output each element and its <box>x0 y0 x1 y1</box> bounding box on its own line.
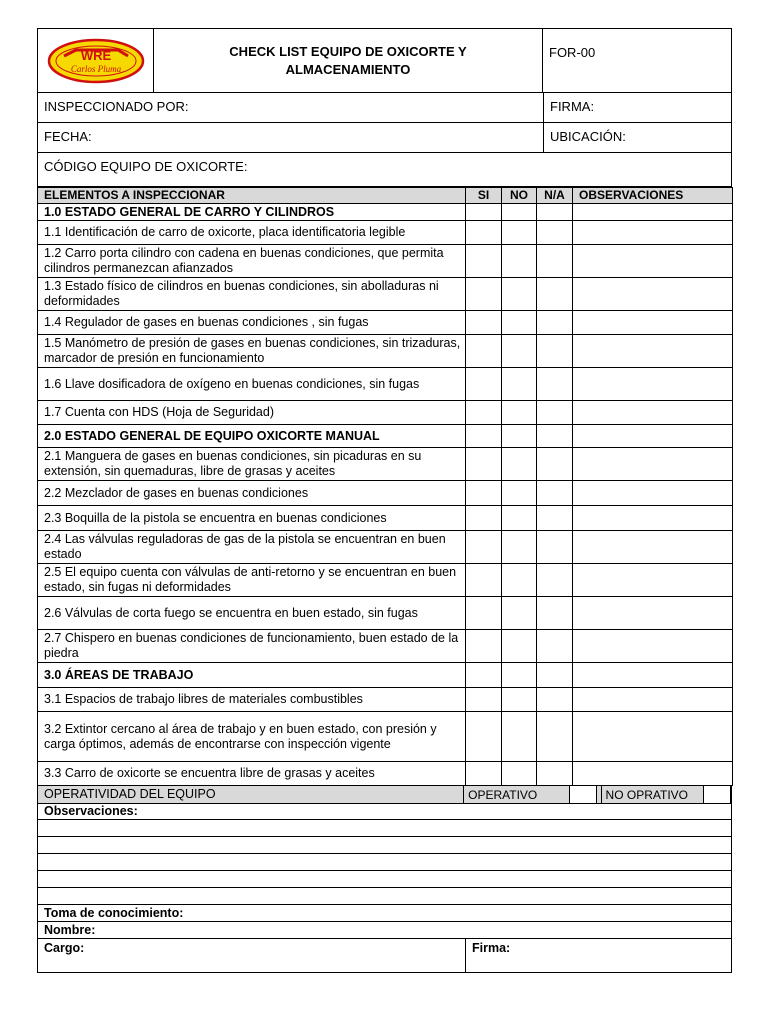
cell-si[interactable] <box>466 221 502 245</box>
svg-text:WRE: WRE <box>80 47 111 63</box>
item-text: 2.1 Manguera de gases en buenas condiciones, sin picaduras en su extensión, sin quemaduras, libre de grasas y aceites <box>38 448 466 481</box>
table-row <box>38 762 733 786</box>
operative-checkbox[interactable] <box>569 786 597 803</box>
cell-si[interactable] <box>466 688 502 712</box>
cell-na[interactable] <box>537 311 573 335</box>
section-title: 3.0 ÁREAS DE TRABAJO <box>38 663 466 688</box>
footer-signature-field[interactable]: Firma: <box>472 941 511 955</box>
cell-si[interactable] <box>466 663 502 688</box>
acknowledgement-label: Toma de conocimiento: <box>37 905 732 922</box>
cell-no[interactable] <box>502 245 537 278</box>
cell-observations[interactable] <box>573 688 733 712</box>
cell-observations[interactable] <box>573 448 733 481</box>
observation-line[interactable] <box>37 837 732 854</box>
date-field[interactable]: FECHA: <box>44 129 92 144</box>
section-row <box>38 425 733 448</box>
inspection-table <box>37 187 733 786</box>
cell-observations[interactable] <box>573 506 733 531</box>
cell-observations[interactable] <box>573 204 733 221</box>
operability-row <box>37 786 732 804</box>
cell-no[interactable] <box>502 506 537 531</box>
table-row <box>38 401 733 425</box>
cell-no[interactable] <box>502 564 537 597</box>
cell-observations[interactable] <box>573 481 733 506</box>
cell-si[interactable] <box>466 311 502 335</box>
cell-observations[interactable] <box>573 564 733 597</box>
cell-observations[interactable] <box>573 425 733 448</box>
cell-observations[interactable] <box>573 221 733 245</box>
cell-na[interactable] <box>537 506 573 531</box>
item-text: 2.4 Las válvulas reguladoras de gas de la pistola se encuentran en buen estado <box>38 531 466 564</box>
cell-si[interactable] <box>466 630 502 663</box>
observation-line[interactable] <box>37 854 732 871</box>
observation-line[interactable] <box>37 871 732 888</box>
item-text: 2.6 Válvulas de corta fuego se encuentra en buen estado, sin fugas <box>38 597 466 630</box>
cell-no[interactable] <box>502 448 537 481</box>
table-row <box>38 564 733 597</box>
name-field[interactable]: Nombre: <box>37 922 732 939</box>
not-operative-checkbox[interactable] <box>703 786 731 803</box>
table-row <box>38 712 733 762</box>
company-logo <box>46 38 146 84</box>
cell-no[interactable] <box>502 688 537 712</box>
position-field[interactable]: Cargo: <box>38 939 466 972</box>
cell-si[interactable] <box>466 368 502 401</box>
cell-na[interactable] <box>537 335 573 368</box>
checklist-form <box>37 28 732 973</box>
cell-na[interactable] <box>537 564 573 597</box>
form-header <box>37 28 732 93</box>
cell-na[interactable] <box>537 278 573 311</box>
cell-si[interactable] <box>466 481 502 506</box>
observation-line[interactable] <box>37 888 732 905</box>
equipment-code-field[interactable]: CÓDIGO EQUIPO DE OXICORTE: <box>44 159 248 174</box>
column-header-si: SI <box>466 188 502 204</box>
item-text: 3.3 Carro de oxicorte se encuentra libre de grasas y aceites <box>38 762 466 786</box>
section-row <box>38 204 733 221</box>
column-header-na: N/A <box>537 188 573 204</box>
cell-si[interactable] <box>466 278 502 311</box>
table-row <box>38 597 733 630</box>
cell-no[interactable] <box>502 204 537 221</box>
observation-line[interactable] <box>37 820 732 837</box>
cell-observations[interactable] <box>573 663 733 688</box>
info-row-inspector <box>37 93 732 123</box>
column-header-no: NO <box>502 188 537 204</box>
observations-label: Observaciones: <box>37 804 732 820</box>
cell-no[interactable] <box>502 425 537 448</box>
item-text: 1.7 Cuenta con HDS (Hoja de Seguridad) <box>38 401 466 425</box>
cell-na[interactable] <box>537 481 573 506</box>
table-row <box>38 481 733 506</box>
cell-no[interactable] <box>502 221 537 245</box>
cell-na[interactable] <box>537 597 573 630</box>
section-row <box>38 663 733 688</box>
info-row-date <box>37 123 732 153</box>
cell-observations[interactable] <box>573 368 733 401</box>
cell-no[interactable] <box>502 401 537 425</box>
location-field[interactable]: UBICACIÓN: <box>543 123 731 152</box>
table-row <box>38 506 733 531</box>
operability-label: OPERATIVIDAD DEL EQUIPO <box>38 786 464 803</box>
item-text: 2.5 El equipo cuenta con válvulas de anti-retorno y se encuentran en buen estado, sin fugas ni deformidades <box>38 564 466 597</box>
cell-observations[interactable] <box>573 335 733 368</box>
cell-observations[interactable] <box>573 630 733 663</box>
cell-no[interactable] <box>502 278 537 311</box>
column-header-elements: ELEMENTOS A INSPECCIONAR <box>38 188 466 204</box>
form-title <box>154 29 543 92</box>
signature-field[interactable]: FIRMA: <box>543 93 731 122</box>
cell-si[interactable] <box>466 597 502 630</box>
table-row <box>38 245 733 278</box>
cell-na[interactable] <box>537 221 573 245</box>
section-title: 2.0 ESTADO GENERAL DE EQUIPO OXICORTE MANUAL <box>38 425 466 448</box>
title-line-2: ALMACENAMIENTO <box>285 61 411 77</box>
item-text: 1.3 Estado físico de cilindros en buenas condiciones, sin abolladuras ni deformidades <box>38 278 466 311</box>
item-text: 3.2 Extintor cercano al área de trabajo y en buen estado, con presión y carga óptimos, además de encontrarse con inspección vigente <box>38 712 466 762</box>
cell-si[interactable] <box>466 531 502 564</box>
item-text: 1.6 Llave dosificadora de oxígeno en buenas condiciones, sin fugas <box>38 368 466 401</box>
logo-cell <box>38 29 154 92</box>
cell-si[interactable] <box>466 712 502 762</box>
cell-no[interactable] <box>502 531 537 564</box>
cell-si[interactable] <box>466 401 502 425</box>
cell-si[interactable] <box>466 448 502 481</box>
table-row <box>38 688 733 712</box>
table-row <box>38 311 733 335</box>
inspected-by-field[interactable]: INSPECCIONADO POR: <box>44 99 189 114</box>
cell-na[interactable] <box>537 245 573 278</box>
cell-na[interactable] <box>537 663 573 688</box>
info-row-code <box>37 153 732 187</box>
cell-observations[interactable] <box>573 401 733 425</box>
cell-no[interactable] <box>502 762 537 786</box>
cell-no[interactable] <box>502 663 537 688</box>
item-text: 2.3 Boquilla de la pistola se encuentra en buenas condiciones <box>38 506 466 531</box>
cell-si[interactable] <box>466 564 502 597</box>
cell-na[interactable] <box>537 368 573 401</box>
title-line-1: CHECK LIST EQUIPO DE OXICORTE Y <box>229 43 467 59</box>
section-title: 1.0 ESTADO GENERAL DE CARRO Y CILINDROS <box>38 204 466 221</box>
cell-si[interactable] <box>466 204 502 221</box>
item-text: 1.2 Carro porta cilindro con cadena en buenas condiciones, que permita cilindros permanezcan afianzados <box>38 245 466 278</box>
table-row <box>38 335 733 368</box>
cell-na[interactable] <box>537 688 573 712</box>
column-header-observations: OBSERVACIONES <box>573 188 733 204</box>
item-text: 3.1 Espacios de trabajo libres de materiales combustibles <box>38 688 466 712</box>
table-row <box>38 448 733 481</box>
cell-si[interactable] <box>466 335 502 368</box>
cell-no[interactable] <box>502 597 537 630</box>
cell-na[interactable] <box>537 401 573 425</box>
cell-no[interactable] <box>502 368 537 401</box>
cell-observations[interactable] <box>573 762 733 786</box>
cell-na[interactable] <box>537 531 573 564</box>
cell-na[interactable] <box>537 630 573 663</box>
form-code: FOR-00 <box>549 45 596 60</box>
cell-si[interactable] <box>466 245 502 278</box>
item-text: 1.1 Identificación de carro de oxicorte, placa identificatoria legible <box>38 221 466 245</box>
cell-observations[interactable] <box>573 311 733 335</box>
cell-observations[interactable] <box>573 245 733 278</box>
table-row <box>38 368 733 401</box>
cell-si[interactable] <box>466 762 502 786</box>
cell-no[interactable] <box>502 481 537 506</box>
table-row <box>38 630 733 663</box>
item-text: 2.2 Mezclador de gases en buenas condiciones <box>38 481 466 506</box>
cell-si[interactable] <box>466 425 502 448</box>
cell-no[interactable] <box>502 335 537 368</box>
cell-na[interactable] <box>537 762 573 786</box>
cell-no[interactable] <box>502 630 537 663</box>
cell-observations[interactable] <box>573 278 733 311</box>
operative-label: OPERATIVO <box>468 788 538 802</box>
cell-observations[interactable] <box>573 531 733 564</box>
cell-na[interactable] <box>537 448 573 481</box>
table-header-row <box>38 188 733 204</box>
cell-no[interactable] <box>502 311 537 335</box>
cell-na[interactable] <box>537 204 573 221</box>
item-text: 1.4 Regulador de gases en buenas condiciones , sin fugas <box>38 311 466 335</box>
cell-observations[interactable] <box>573 712 733 762</box>
cell-observations[interactable] <box>573 597 733 630</box>
logo-text: Carlos Pluma <box>70 63 121 74</box>
table-row <box>38 278 733 311</box>
cell-na[interactable] <box>537 712 573 762</box>
table-row <box>38 221 733 245</box>
cell-si[interactable] <box>466 506 502 531</box>
footer-position-signature-row <box>37 939 732 973</box>
table-row <box>38 531 733 564</box>
cell-no[interactable] <box>502 712 537 762</box>
item-text: 1.5 Manómetro de presión de gases en buenas condiciones, sin trizaduras, marcador de presión en funcionamiento <box>38 335 466 368</box>
not-operative-label: NO OPRATIVO <box>601 786 704 803</box>
item-text: 2.7 Chispero en buenas condiciones de funcionamiento, buen estado de la piedra <box>38 630 466 663</box>
cell-na[interactable] <box>537 425 573 448</box>
